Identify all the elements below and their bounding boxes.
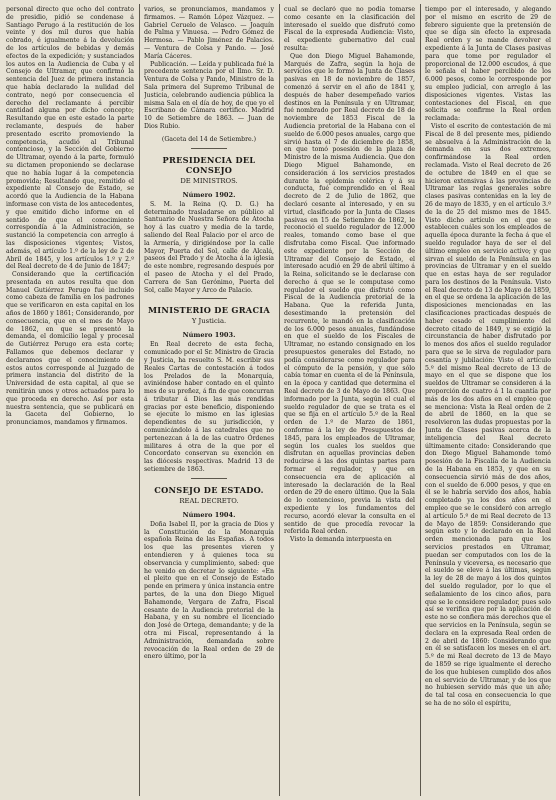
column-1-body-text: Considerando que la certificación presentada en autos resulta que don Manuel Gutiérrez Perugo fué incluido como cabeza de familia en los padrones que se verificaron en esta capital en los años de 1860 y 1861; Considerando, por consecuencia, que en el mes de Mayo de 1862, en que se presentó la demanda, el domicilio legal y procesal de Gutiérrez Perugo era esta corte; Fallamos que debemos declarar y declaramos que el conocimiento de estos autos corresponde al Juzgado de primera instancia del distrito de la Universidad de esta capital, al que se remitirán unos y otros actuados para lo que proceda en derecho. Así por esta nuestra sentencia, que se publicará en la Gaceta del Gobierno, lo pronunciamos, mandamos y firmamos. <box>6 271 134 427</box>
decree-number: Número 1903. <box>182 331 236 340</box>
section-subheading-real-decreto: REAL DECRETO. <box>179 496 239 505</box>
gazette-reference: (Gaceta del 14 de Setiembre.) <box>161 135 257 143</box>
publication-paragraph: Publicación. — Leída y publicada fué la precedente sentencia por el Ilmo. Sr. D. Ventura de Colsa y Pando, Ministro de la Sala primera del Supremo Tribunal de Justicia, celebrando audiencia pública la misma Sala en el día de hoy, de que yo el Escribano de Cámara certifico. Madrid 10 de Setiembre de 1863. — Juan de Dios Rubio. <box>144 60 274 130</box>
section-subheading-presidencia: DE MINISTROS. <box>180 176 238 185</box>
column-2-continuation-text: varios, se pronunciamos, mandamos y firmamos. — Ramón López Vázquez. — Gabriel Ceruelo de Velasco. — Joaquín de Palma y Vinuesa. — Pedro Gómez de Hermosa. — Pablo Jiménez de Palacios. — Ventura de Colsa y Pando. — José María Cáceres. <box>144 6 274 60</box>
separator-line <box>191 298 227 299</box>
section-heading-consejo-estado: CONSEJO DE ESTADO. <box>154 484 264 495</box>
column-4 <box>425 6 551 794</box>
column-3-tail-text: Visto la demanda interpuesta en <box>290 536 392 544</box>
column-3-body-text: Que don Diego Miguel Bahamonde, Marqués de Zafra, según la hoja de servicios que le formó la Junta de Clases pasivas en 18 de noviembre de 1857, comenzó á servir en el año de 1841 y, después de haber desempeñado varios destinos en la Península y en Ultramar, fué nombrado por Real decreto de 18 de noviembre de 1853 Fiscal de la Audiencia pretorial de la Habana con el sueldo de 6.000 pesos anuales, cargo que sirvió hasta el 7 de diciembre de 1858, en que tomó posesión de la plaza de Ministro de la misma Audiencia. Que don Diego Miguel Bahamonde, en consideración á los servicios prestados durante la epidemia colérica y á su conducta, fué comprendido en el Real decreto de 2 de Julio de 1862, que declaró cesante al interesado, y en su virtud, clasificado por la Junta de Clases pasivas en 15 de Setiembre de 1862, le reconoció el sueldo regulador de 12.000 reales, tomando como base el que disfrutaba como Fiscal. Que informado este expediente por la Sección de Ultramar del Consejo de Estado, el interesado acudió en 29 de abril último á la Reina, solicitando se le declarase con derecho á que se le computase como regulador el sueldo que disfrutó como Fiscal de la Audiencia pretorial de la Habana. Que la referida Junta, desestimando la pretensión del recurrente, le mandó en la clasificación de los 6.000 pesos anuales, fundándose en que el sueldo de los Fiscales de Ultramar, no estando consignado en los presupuestos generales del Estado, no podía considerarse como regulador para el cómputo de la pensión, y que sólo cabía tomar en cuenta el de la Península, en la época y cantidad que determina el Real decreto de 3 de Mayo de 1863. Que informado por la Junta, según el cual el sueldo regulador de que se trata es el que se fija en el artículo 5.º de la Real orden de 1.º de Marzo de 1861, conforme á la ley de Presupuestos de 1845, para los empleados de Ultramar, según los cuales los sueldos que disfrutan en aquellas provincias deben reducirse á las dos quintas partes para formar el regulador, y que en consecuencia era de aplicación al interesado la declaración de la Real orden de 29 de enero último. Que la Sala de lo contencioso, previa la vista del expediente y los fundamentos del recurso, acordó elevar la consulta en el sentido de que procedía revocar la referida Real orden. <box>284 52 415 536</box>
column-divider <box>139 4 140 796</box>
column-4-body-text: Visto el escrito de contestación de mi Fiscal de 8 del presente mes, pidiendo se absuelva á la Administración de la demanda en sus dos extremos, confirmándose la Real orden reclamada. Visto el Real decreto de 26 de octubre de 1849 en el que se hicieron extensivas á las provincias de Ultramar las reglas generales sobre clases pasivas contenidas en la ley de 26 de mayo de 1835, y en el artículo 3.º de la de 25 del mismo mes de 1845. Visto dicho artículo en el que se establecen cuáles son los empleados de aquella época durante la fecha á que el sueldo regulador haya de ser el del último empleo en servicio activo; y que sirvan el sueldo de la Península en las provincias de Ultramar y en el sueldo que en estas haya de ser regulador para los destinos de la Península. Visto el Real decreto de 13 de Mayo de 1859, en el que se ordena la aplicación de las disposiciones mencionadas en las clasificaciones practicadas después de haber cesado el cumplimiento del decreto citado de 1849, y se exigió la circunstancia de haber disfrutado por lo menos dos años el sueldo regulador para que se le sirva de regulador para cesantía y jubilación: Visto el artículo 5.º del mismo Real decreto de 13 de mayo en el que se dispone que los sueldos de Ultramar se consideren á la proporción de cuatro á 1 la cuantía por más de los dos años en el empleo que se menciona: Vista la Real orden de 2 de abril de 1860, en la que se resolvieron las dudas propuestas por la Junta de Clases pasivas acerca de la inteligencia del Real decreto últimamente citado: Considerando que don Diego Miguel Bahamonde tomó posesión de la Fiscalía de la Audiencia de la Habana en 1853, y que en su consecuencia sirvió más de dos años, con el sueldo de 6.000 pesos, y que en él se le habría servido dos años, había completado ya los dos años en el empleo que se le consideró con arreglo al artículo 5.º de mi Real decreto de 13 de Mayo de 1859: Considerando que según esto y lo declarado en la Real orden mencionada para que los servicios prestados en Ultramar, puedan ser computados con los de la Península y viceversa, es necesario que el sueldo se eleve á las últimas, según la ley de 28 de mayo á los dos quintos del sueldo regulador, por lo que el señalamiento de los cinco años, para que se le considere regulador, pues solo así se verifica que por la aplicación de este no se confiera más derechos que el que servicios en la Península, según se declara en la expresada Real orden de 2 de abril de 1860: Considerando que en él se satisfacen los meses en el art. 5.º de mi Real decreto de 13 de Mayo de 1859 se rige igualmente el derecho de los que hubiesen cumplido dos años en el servicio de Ultramar, y de los que no hubiesen servido más que un año; de tal tal cosa en consecuencia lo que se ha de no sólo el espíritu, <box>425 122 551 707</box>
column-3 <box>284 6 415 794</box>
decree-text: Doña Isabel II, por la gracia de Dios y la Constitución de la Monarquía española Reina de las Españas. A todos los que las presentes vieren y entendieren y á quienes toca su observancia y cumplimiento, sabed: que he venido en decretar lo siguiente: «En el pleito que en el Consejo de Estado pende en primera y única instancia entre partes, de la una don Diego Miguel Bahamonde, Vergara de Zafra, Fiscal cesante de la Audiencia pretorial de la Habana, y en su nombre el licenciado don José de Ortega, demandante; y de la otra mi Fiscal, representando á la Administración, demandada sobre revocación de la Real orden de 29 de enero último, por la <box>144 520 274 661</box>
decree-number: Número 1902. <box>182 190 236 199</box>
section-subheading-gracia-justicia: Y Justicia. <box>191 317 227 326</box>
column-1-continuation-text: personal directo que ocho del contrato de presidio, pidió se condenase á Santiago Perugo á la restitución de los veinte y dos mil duros que había cobrado, é igualmente á la devolución de los artículos de bebidas y demás efectos de la expedición; y sustanciados los autos en la Audiencia de Cuba y el Consejo de Ultramar, que confirmó la sentencia del Juez de primera instancia que había declarado la nulidad del contrato, negó por consecuencia el derecho del reclamante á percibir cantidad alguna por dicho concepto; Resultando que en este estado la parte reclamante, después de haber presentado escrito promoviendo la competencia, acudió al Tribunal contencioso, y la Sección del Gobierno de Ultramar, oyendo á la parte, formuló su dictamen proponiendo se declarase que no había lugar á la competencia promovida; Resultando que, remitido el expediente al Consejo de Estado, se acordó que la Audiencia de la Habana informase con vista de los antecedentes, y que emitido dicho informe en el sentido de que el conocimiento correspondía á la Administración, se sustanció la competencia con arreglo á las disposiciones vigentes; Vistos, además, el artículo 1.º de la ley de 2 de Abril de 1845, y los artículos 1.º y 2.º del Real decreto de 4 de Junio de 1847; <box>6 6 134 271</box>
column-3-continuation-text: cual se declaró que no podía tomarse como cesante en la clasificación del interesado el sueldo que disfrutó como Fiscal de la expresada Audiencia: Visto, el expediente gubernativo del cual resulta: <box>284 6 415 52</box>
decree-number: Número 1904. <box>182 510 236 519</box>
column-divider <box>279 4 280 796</box>
column-divider <box>420 4 421 796</box>
separator-line <box>191 478 227 479</box>
decree-text: S. M. la Reina (Q. D. G.) ha determinado trasladarse en público al Santuario de Nuestra Señora de Atocha hoy á las cuatro y media de la tarde, saliendo del Real Palacio por el arco de la Armería, y dirigiéndose por la calle Mayor, Puerta del Sol, calle de Alcalá, paseos del Prado y de Atocha á la iglesia de este nombre, regresando después por el paseo de Atocha y el del Prado, Carrera de San Gerónimo, Puerta del Sol, calle Mayor y Arco de Palacio. <box>144 200 274 294</box>
column-2 <box>144 6 274 794</box>
separator-line <box>191 148 227 149</box>
section-heading-presidencia: PRESIDENCIA DEL CONSEJO <box>162 154 256 175</box>
column-4-continuation-text: tiempo por el interesado, y alegando por el mismo en escrito de 29 de febrero siguiente que la pretensión de que se diga sin efecto la expresada Real orden y se mande devolver el expediente á la Junta de Clases pasivas para que tome por regulador el proporcional de 12.000 escudos, á que le señala el haber percibido de los 6.000 pesos, como le corresponde por su empleo judicial, con arreglo á las disposiciones vigentes. Vistas las contestaciones del Fiscal, en que solicita se confirme la Real orden reclamada: <box>425 6 551 123</box>
column-1 <box>6 6 134 794</box>
decree-text: En Real decreto de esta fecha, comunicado por el Sr. Ministro de Gracia y Justicia, ha resuelto S. M. escribir sus Reales Cartas de contestación á todos los Prelados de la Monarquía, aviniéndose haber contado en el quinto mes de su preñez, á fin de que concurran á tributar á Dios las más rendidas gracias por este beneficio, disponiendo se ejecute lo mismo en las iglesias dependientes de su jurisdicción, y comunicándolo á las catedrales que no pertenezcan á la de las cuatro Órdenes militares á otra de la que por el Concordato conservan su exención en las diócesis respectivas. Madrid 13 de setiembre de 1863. <box>144 341 274 474</box>
section-heading-gracia-justicia: MINISTERIO DE GRACIA <box>147 305 271 316</box>
